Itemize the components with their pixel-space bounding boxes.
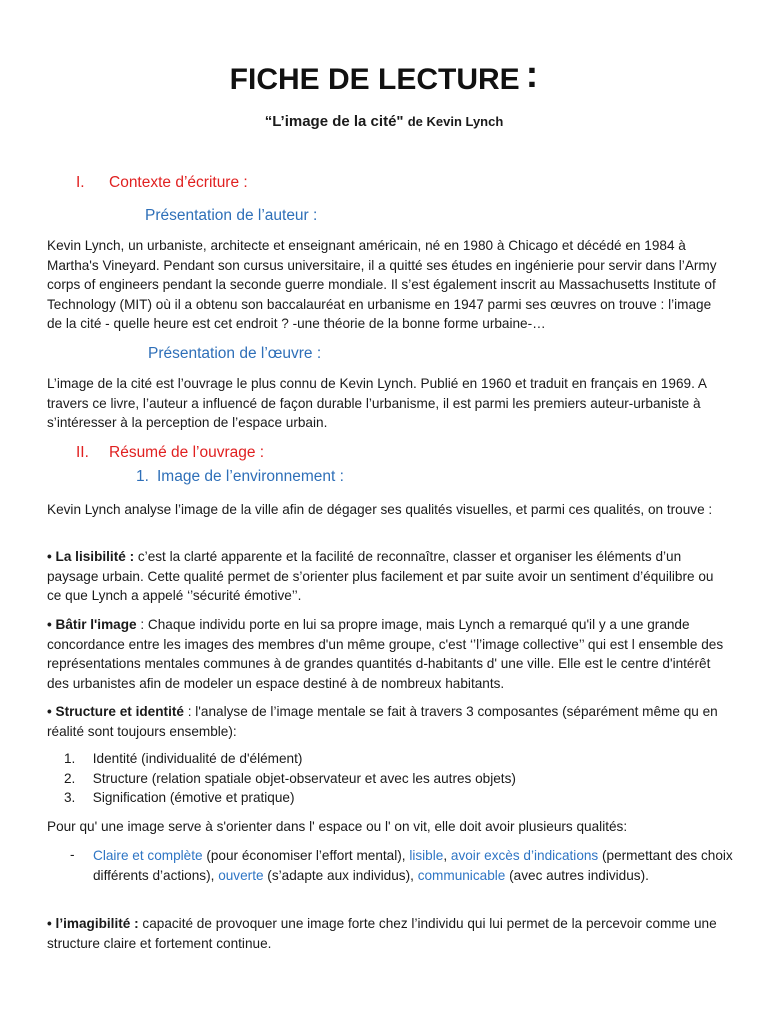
paragraph-lisibilite	[47, 547, 727, 606]
quality-ouverte: ouverte	[218, 867, 264, 883]
paragraph-qualities	[93, 846, 733, 885]
paragraph-author: Kevin Lynch, un urbaniste, architecte et enseignant américain, né en 1980 à Chicago et décédé en 1984 à Martha's Vineyard. Pendant son cursus universitaire, il a quitté ses études en ingénierie pour servir dans l’Army corps of engineers pendant la seconde guerre mondiale. Il s’est également inscrit au Massachusetts Institute of Technology (MIT) où il a obtenu son baccalauréat en urbanisme en 1947 parmi ses œuvres on trouve : l’image de la cité - quelle heure est cet endroit ? -une théorie de la bonne forme urbaine-…	[47, 238, 717, 332]
list-item-number: 1.	[64, 751, 76, 766]
subheading-work: Présentation de l’œuvre :	[148, 345, 322, 362]
list-item	[64, 749, 516, 769]
list-item-text: Signification (émotive et pratique)	[89, 790, 295, 806]
section-1-heading	[76, 174, 248, 192]
list-item-text: Structure (relation spatiale objet-observateur et avec les autres objets)	[89, 770, 516, 786]
title-text: FICHE DE LECTURE	[229, 63, 520, 96]
list-item-number: 2.	[64, 770, 76, 786]
paragraph-qualities-intro: Pour qu' une image serve à s'orienter dans l' espace ou l' on vit, elle doit avoir plusieurs qualités:	[47, 819, 628, 834]
quality-indications-desc: (permettant des choix différents d’actions),	[93, 848, 733, 883]
quality-ouverte-desc: (s’adapte aux individus),	[263, 867, 418, 883]
paragraph-structure	[47, 702, 727, 741]
bullet-lisibilite-label: • La lisibilité :	[47, 549, 135, 564]
paragraph-batir-image	[47, 615, 727, 693]
quality-lisible: lisible	[409, 848, 444, 863]
list-item	[64, 788, 516, 808]
quality-lisible-desc: ,	[443, 848, 451, 863]
quality-claire-desc: (pour économiser l’effort mental),	[202, 848, 410, 863]
bullet-imagibilite-text: capacité de provoquer une image forte chez l’individu qui lui permet de la percevoir comme une structure claire et fortement continue.	[47, 916, 717, 951]
section-1-number: I.	[76, 174, 85, 191]
subtitle-author: de Kevin Lynch	[407, 114, 504, 129]
subheading-environment-title: Image de l’environnement :	[157, 468, 344, 485]
section-2-number: II.	[76, 444, 89, 461]
quality-claire: Claire et complète	[93, 848, 203, 863]
bullet-imagibilite-label: • l’imagibilité :	[47, 916, 139, 931]
subheading-author: Présentation de l’auteur :	[145, 207, 318, 224]
section-2-heading	[76, 444, 264, 462]
bullet-lisibilite-text: c’est la clarté apparente et la facilité de reconnaître, classer et organiser les éléments d’un paysage urbain. Cette qualité permet de s’orienter plus facilement et par suite avoir un sentiment d’équilibre ou ce que Lynch a appelé ‘’sécurité émotive’’.	[47, 549, 714, 604]
section-1-title: Contexte d’écriture :	[109, 174, 248, 191]
paragraph-intro: Kevin Lynch analyse l’image de la ville afin de dégager ses qualités visuelles, et parmi ces qualités, on trouve :	[47, 502, 713, 517]
bullet-structure-label: • Structure et identité	[47, 704, 184, 719]
components-list	[64, 749, 516, 808]
quality-indications: avoir excès d’indications	[450, 848, 599, 863]
subheading-environment-number: 1.	[136, 468, 149, 485]
document-subtitle	[0, 113, 768, 130]
title-colon: :	[525, 54, 539, 96]
subtitle-book: “L’image de la cité"	[264, 113, 404, 130]
bullet-batir-label: • Bâtir l'image	[47, 617, 137, 632]
quality-communicable: communicable	[417, 867, 506, 883]
list-item-number: 3.	[64, 790, 76, 806]
bullet-structure-text: : l'analyse de l’image mentale se fait à travers 3 composantes (séparément même qu en réalité sont toujours ensemble):	[47, 704, 718, 739]
document-title	[0, 54, 768, 97]
subheading-environment	[136, 468, 344, 486]
dash-bullet: -	[70, 847, 75, 862]
section-2-title: Résumé de l’ouvrage :	[109, 444, 265, 461]
paragraph-work: L’image de la cité est l’ouvrage le plus connu de Kevin Lynch. Publié en 1960 et traduit en français en 1969. A travers ce livre, l’auteur a influencé de façon durable l’urbanisme, il est parmi les premiers auteur-urbaniste à s’intéresser à la perception de l’espace urbain.	[47, 376, 707, 431]
paragraph-imagibilite	[47, 914, 727, 953]
list-item-text: Identité (individualité de d'élément)	[89, 751, 303, 766]
bullet-batir-text: : Chaque individu porte en lui sa propre image, mais Lynch a remarqué qu'il y a une grande concordance entre les images des membres d'un même groupe, c'est ‘’l’image collective’’ qui est l ensemble des représentations mentales communes à de grandes quantités d-habitants d' une ville. Elle est le centre d'intérêt des urbanistes afin de modeler un espace destiné à de nombreux habitants.	[47, 617, 724, 691]
list-item	[64, 769, 516, 789]
quality-communicable-desc: (avec autres individus).	[505, 867, 649, 883]
